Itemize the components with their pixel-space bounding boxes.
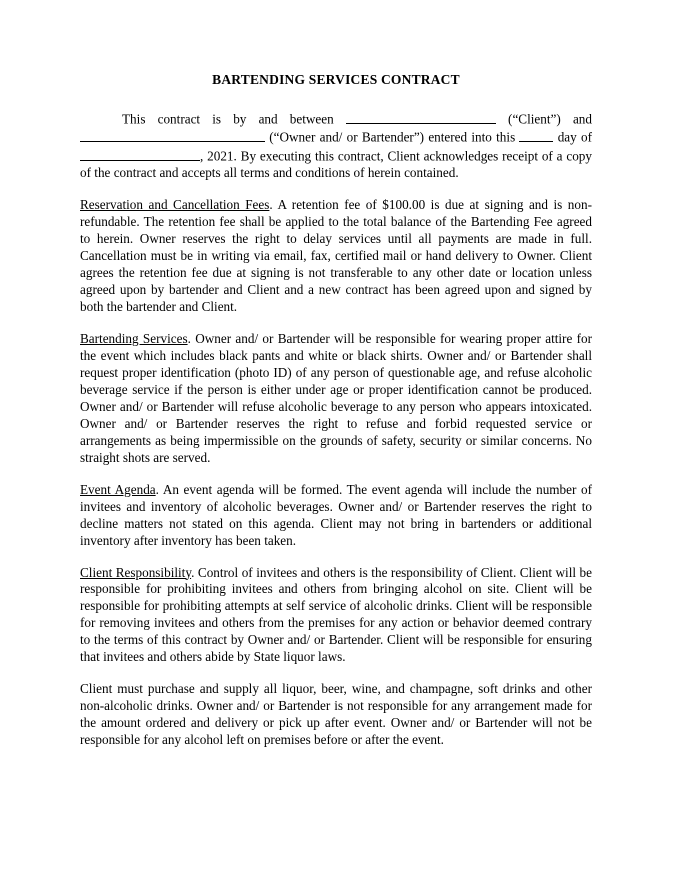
section-event-agenda [80,482,592,550]
page-title: BARTENDING SERVICES CONTRACT [212,72,460,87]
section-heading: Client Responsibility [80,564,192,580]
intro-paragraph [80,110,592,182]
section-body: . Control of invitees and others is the responsibility of Client. Client will be responsible for prohibiting invitees and others from bringing alcohol on site. Client will be responsible for prohibiting attempts at self service of alcoholic drinks. Client will be responsible for removing invitees and others from the premises for any action or behavior deemed contrary to the terms of this contract by Owner and/ or Bartender. Client will be responsible for ensuring that invitees and others abide by State liquor laws. [80,564,592,665]
owner-bartender-name-blank[interactable] [80,128,265,142]
intro-segment-1: This contract is by and between [122,111,346,127]
intro-segment-2: (“Client”) and [495,111,592,127]
section-heading: Event Agenda [80,481,156,497]
section-body: . A retention fee of $100.00 is due at signing and is non-refundable. The retention fee shall be applied to the total balance of the Bartending Fee agreed to herein. Owner reserves the right to delay services until all payments are made in full. Cancellation must be in writing via email, fax, certified mail or hand delivery to Owner. Client agrees the retention fee due at signing is not transferable to any other date or location unless agreed upon by bartender and Client and a new contract has been agreed upon and signed by both the bartender and Client. [80,197,592,315]
closing-paragraph: Client must purchase and supply all liquor, beer, wine, and champagne, soft drinks and other non-alcoholic drinks. Owner and/ or Bartender is not responsible for any arrangement made for the amount ordered and delivery or pick up after event. Owner and/ or Bartender will not be responsible for any alcohol left on premises before or after the event. [80,681,592,748]
section-body: . An event agenda will be formed. The event agenda will include the number of invitees and inventory of alcoholic beverages. Owner and/ or Bartender reserves the right to decline matters not stated on this agenda. Client may not bring in bartenders or additional inventory after inventory has been taken. [80,481,592,548]
section-reservation-and-cancellation-fees [80,197,592,316]
client-name-blank[interactable] [346,110,496,124]
section-heading: Reservation and Cancellation Fees [80,197,270,213]
section-body: . Owner and/ or Bartender will be responsible for wearing proper attire for the event which includes black pants and white or black shirts. Owner and/ or Bartender shall request proper identification (photo ID) of any person of questionable age, and refuse alcoholic beverage service if the person is either under age or proper identification cannot be produced. Owner and/ or Bartender will refuse alcoholic beverage to any person who appears intoxicated. Owner and/ or Bartender reserves the right to refuse and forbid requested service or arrangements as being impermissible on the grounds of safety, security or similar concerns. No straight shots are served. [80,331,592,465]
intro-segment-5: , 2021. By executing this contract, Client acknowledges receipt of a copy of the contract and accepts all terms and conditions of herein contained. [80,148,592,181]
intro-segment-4: day of [553,130,592,146]
intro-segment-3: (“Owner and/ or Bartender”) entered into this [265,130,520,146]
month-blank[interactable] [80,147,200,161]
day-number-blank[interactable] [519,128,553,142]
section-heading: Bartending Services [80,331,188,347]
section-client-responsibility [80,565,592,667]
section-bartending-services [80,331,592,467]
